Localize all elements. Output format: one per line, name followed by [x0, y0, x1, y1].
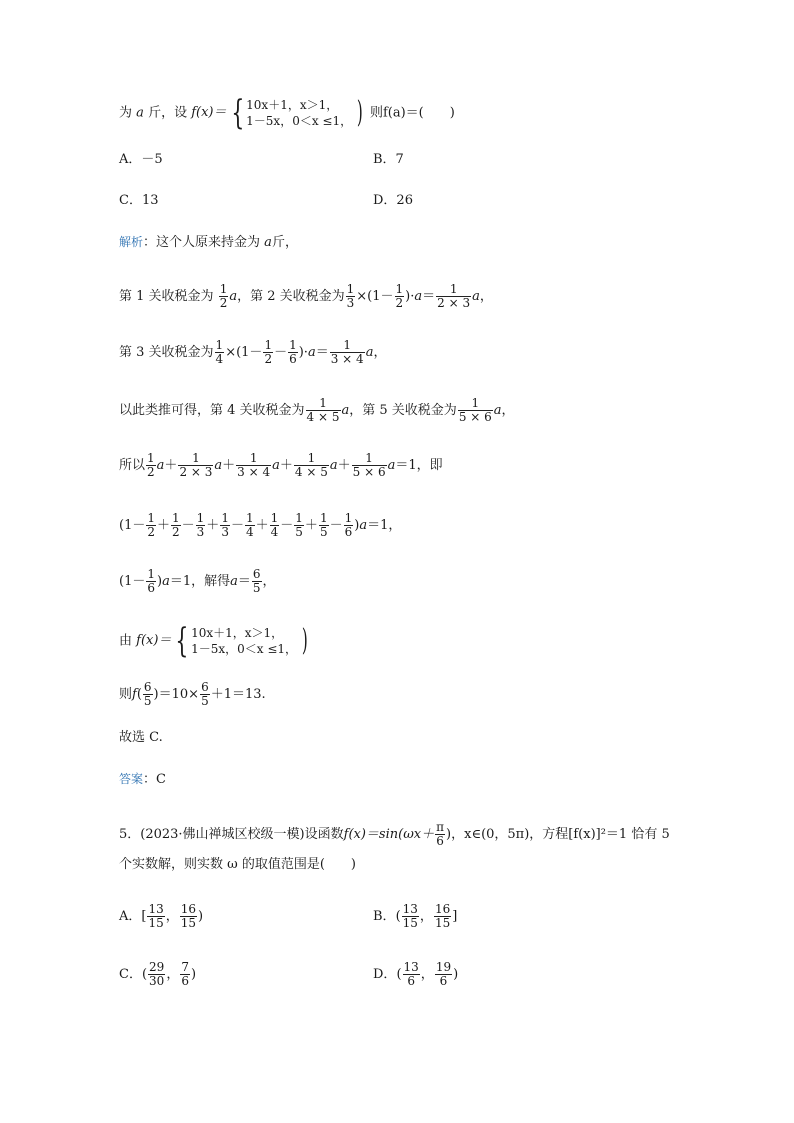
solution-line-2: 第 1 关收税金为 $\frac{1}{2}$ a，第 2 关收税金为 $\frac{1}{3}$ ×(1－ $\frac{1}{2}$ )·a＝ $\frac{1}{2 \times 3}$ a， [119, 282, 493, 310]
fraction: $\frac{1}{2}$ [147, 511, 155, 539]
fraction: $\frac{1}{2 \times 3}$ [179, 451, 213, 479]
piecewise-function [136, 621, 311, 661]
q5-stem-pre: 5．(2023·佛山禅城区校级一模)设函数 [119, 827, 344, 842]
fraction: $\frac{6}{5}$ [201, 680, 209, 708]
solution-line-5: 所以 $\frac{1}{2}$ a＋ $\frac{1}{2 \times 3}$ a＋ $\frac{1}{3 \times 4}$ a＋ $\frac{1}{4 \times 5}$ a＋ $\frac{1}{5 \times 6}$ a＝1，即 [119, 451, 443, 479]
fraction: $\frac{1}{4 \times 5}$ [294, 451, 328, 479]
l7-text-b: ＝1，解得 [169, 574, 231, 589]
case-1: 10x＋1，x＞1， [191, 626, 284, 640]
solution-text-end: 斤， [271, 235, 298, 250]
q4-option-d: D．26 [373, 193, 413, 208]
answer-value: ：C [143, 772, 166, 787]
q5-opt-c-label: C． [119, 967, 142, 982]
fraction: $\frac{1}{2}$ [264, 338, 273, 366]
fraction: $\frac{\pi}{6}$ [436, 820, 445, 848]
solution-var: a [264, 235, 272, 250]
fraction: $\frac{1}{6}$ [344, 511, 353, 539]
l4-text-b: ，第 5 关收税金为 [349, 403, 457, 418]
case-2: 1－5x，0＜x ≤1， [246, 114, 353, 128]
q4-option-a: A．－5 [119, 152, 163, 167]
q4-option-b: B．7 [373, 152, 404, 167]
fraction: $\frac{1}{5 \times 6}$ [352, 451, 386, 479]
case-2: 1－5x，0＜x ≤1， [191, 642, 298, 656]
solution-line-3: 第 3 关收税金为 $\frac{1}{4}$ ×(1－ $\frac{1}{2}$ － $\frac{1}{6}$ )·a＝ $\frac{1}{3 \times 4}$ a， [119, 338, 387, 366]
fraction: $\frac{16}{15}$ [434, 902, 451, 930]
fraction: $\frac{1}{3 \times 4}$ [237, 451, 271, 479]
cases [246, 97, 352, 129]
fraction: $\frac{1}{2 \times 3}$ [437, 282, 471, 310]
q5-opt-a-label: A． [119, 909, 142, 924]
fraction: $\frac{13}{15}$ [402, 902, 418, 930]
l9-text-a: 则 [119, 687, 133, 702]
l4-text-a: 以此类推可得，第 4 关收税金为 [119, 403, 305, 418]
fraction: $\frac{7}{6}$ [181, 960, 189, 988]
l5-text-a: 所以 [119, 458, 146, 473]
fraction: $\frac{1}{6}$ [289, 338, 297, 366]
fraction: $\frac{1}{2}$ [395, 282, 404, 310]
fraction: $\frac{1}{5 \times 6}$ [458, 396, 492, 424]
fraction: $\frac{1}{3 \times 4}$ [330, 338, 364, 366]
answer-line [119, 771, 166, 788]
q5-option-a: A．[ $\frac{13}{15}$ ， $\frac{16}{15}$ ) [119, 902, 204, 930]
fraction: $\frac{1}{3}$ [196, 511, 205, 539]
l9-text-b: ＝10× [158, 687, 200, 702]
left-brace: { [230, 93, 244, 133]
q4-var: a [136, 105, 144, 121]
fraction: $\frac{6}{5}$ [252, 567, 261, 595]
q4-option-c: C．13 [119, 193, 159, 208]
fraction: $\frac{1}{4}$ [215, 338, 224, 366]
fx-label: f(x)＝ [191, 105, 227, 120]
l8-text-a: 由 [119, 633, 133, 649]
fraction: $\frac{19}{6}$ [435, 960, 452, 988]
fraction: $\frac{1}{2}$ [219, 282, 228, 310]
q5-opt-b-label: B． [373, 909, 396, 924]
fx-label: f(x)＝ [136, 633, 172, 648]
case-1: 10x＋1，x＞1， [246, 98, 339, 112]
q5-stem-line-2: 个实数解，则实数 ω 的取值范围是( ) [119, 857, 357, 872]
cases [191, 625, 297, 657]
q4-stem [119, 93, 455, 133]
conclusion: 故选 C. [119, 730, 163, 745]
fraction: $\frac{1}{4 \times 5}$ [306, 396, 340, 424]
q5-opt-d-label: D． [373, 967, 397, 982]
answer-label: 答案 [119, 772, 144, 786]
fraction: $\frac{1}{2}$ [172, 511, 180, 539]
fraction: $\frac{29}{30}$ [149, 960, 165, 988]
q5-option-c: C．( $\frac{29}{30}$ ， $\frac{7}{6}$ ) [119, 960, 197, 988]
fraction: $\frac{1}{3}$ [346, 282, 355, 310]
right-paren: ) [301, 623, 308, 658]
right-paren: ) [357, 95, 363, 130]
l2-text-a: 第 1 关收税金为 [119, 289, 214, 304]
fraction: $\frac{1}{4}$ [245, 511, 254, 539]
solution-line-1 [119, 234, 298, 251]
fraction: $\frac{1}{5}$ [295, 511, 303, 539]
fraction: $\frac{6}{5}$ [143, 680, 152, 708]
solution-line-8 [119, 621, 311, 661]
l5-text-end: ＝1，即 [395, 458, 443, 473]
q4-text-mid: 斤，设 [148, 105, 188, 121]
l2-text-b: ，第 2 关收税金为 [237, 289, 345, 304]
q5-option-b: B．( $\frac{13}{15}$ ， $\frac{16}{15}$ ] [373, 902, 458, 930]
q5-stem-post: ，x∈(0，5π)，方程[f(x)]²＝1 恰有 5 [451, 827, 670, 842]
q4-text: 为 [119, 105, 133, 121]
q4-ask: 则f(a)＝( ) [369, 105, 455, 121]
fraction: $\frac{16}{15}$ [180, 902, 197, 930]
solution-line-6: (1－ $\frac{1}{2}$ ＋ $\frac{1}{2}$ － $\frac{1}{3}$ ＋ $\frac{1}{3}$ － $\frac{1}{4}$ ＋ $\frac{1}{4}$ － $\frac{1}{5}$ ＋ $\frac{1}{5}$ － $\frac{1}{6}$ )a＝1， [119, 511, 402, 539]
fraction: $\frac{1}{5}$ [319, 511, 328, 539]
fraction: $\frac{1}{3}$ [221, 511, 229, 539]
solution-text: ：这个人原来持金为 [143, 235, 261, 250]
piecewise-function [191, 93, 366, 133]
q5-stem-line-1: 5．(2023·佛山禅城区校级一模)设函数f(x)＝sin(ωx＋ $\frac{\pi}{6}$ )，x∈(0，5π)，方程[f(x)]²＝1 恰有 5 [119, 820, 670, 848]
left-brace: { [175, 621, 189, 661]
fraction: $\frac{1}{6}$ [147, 567, 155, 595]
solution-line-7: (1－ $\frac{1}{6}$ )a＝1，解得a＝ $\frac{6}{5}$ ， [119, 567, 276, 595]
fraction: $\frac{1}{2}$ [147, 451, 155, 479]
fraction: $\frac{1}{4}$ [270, 511, 279, 539]
fraction: $\frac{13}{15}$ [148, 902, 164, 930]
solution-line-4: 以此类推可得，第 4 关收税金为 $\frac{1}{4 \times 5}$ a，第 5 关收税金为 $\frac{1}{5 \times 6}$ a， [119, 396, 515, 424]
q5-option-d: D．( $\frac{13}{6}$ ， $\frac{19}{6}$ ) [373, 960, 459, 988]
l3-text-a: 第 3 关收税金为 [119, 345, 214, 360]
solution-label: 解析 [119, 235, 144, 249]
q5-fx: f(x)＝sin(ωx＋ [343, 827, 435, 842]
l9-text-c: ＋1＝13. [210, 687, 266, 702]
fraction: $\frac{13}{6}$ [403, 960, 419, 988]
solution-line-9: 则f( $\frac{6}{5}$ )＝10× $\frac{6}{5}$ ＋1＝13. [119, 680, 266, 708]
